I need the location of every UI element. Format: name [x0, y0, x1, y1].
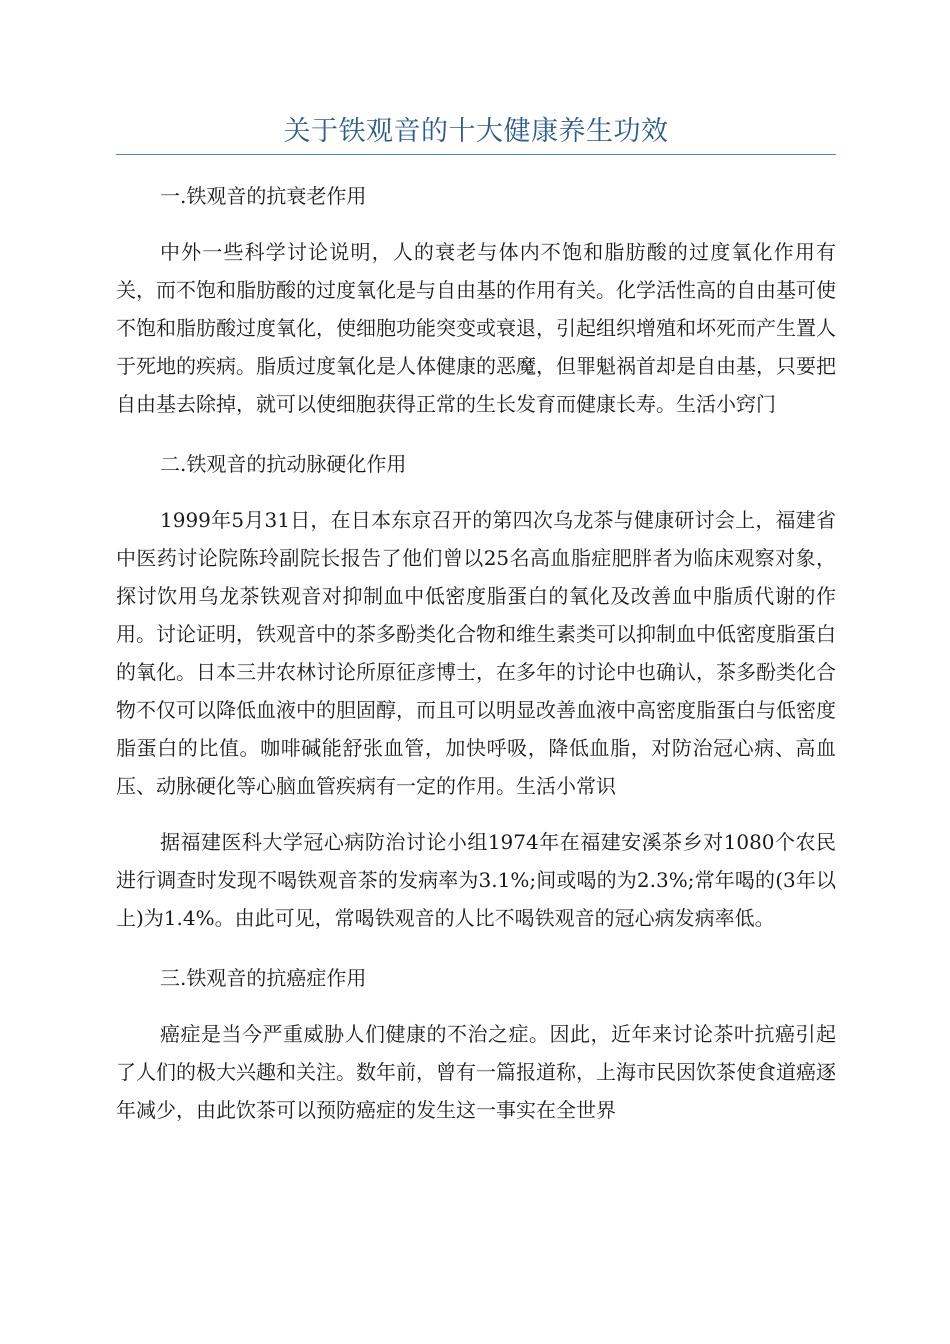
section-anti-aging: [116, 177, 836, 423]
document-title: 关于铁观音的十大健康养生功效: [116, 112, 836, 155]
section-heading: 二.铁观音的抗动脉硬化作用: [160, 452, 407, 476]
paragraph: 癌症是当今严重威胁人们健康的不治之症。因此，近年来讨论茶叶抗癌引起了人们的极大兴趣和关注。数年前，曾有一篇报道称，上海市民因饮茶使食道癌逐年减少，由此饮茶可以预防癌症的发生这一事实在全世界: [116, 1022, 836, 1122]
section-heading: 一.铁观音的抗衰老作用: [160, 184, 367, 208]
paragraph: 中外一些科学讨论说明，人的衰老与体内不饱和脂肪酸的过度氧化作用有关，而不饱和脂肪酸的过度氧化是与自由基的作用有关。化学活性高的自由基可使不饱和脂肪酸过度氧化，使细胞功能突变或衰退，引起组织增殖和坏死而产生置人于死地的疾病。脂质过度氧化是人体健康的恶魔，但罪魁祸首却是自由基，只要把自由基去除掉，就可以使细胞获得正常的生长发育而健康长寿。生活小窍门: [116, 240, 836, 416]
document-page: [116, 112, 836, 1129]
section-heading: 三.铁观音的抗癌症作用: [160, 966, 367, 990]
section-anti-arteriosclerosis: [116, 445, 836, 937]
section-anti-cancer: [116, 959, 836, 1129]
paragraph: 据福建医科大学冠心病防治讨论小组1974年在福建安溪茶乡对1080个农民进行调查时发现不喝铁观音茶的发病率为3.1%;间或喝的为2.3%;常年喝的(3年以上)为1.4%。由此可见，常喝铁观音的人比不喝铁观音的冠心病发病率低。: [116, 830, 836, 930]
paragraph: 1999年5月31日，在日本东京召开的第四次乌龙茶与健康研讨会上，福建省中医药讨论院陈玲副院长报告了他们曾以25名高血脂症肥胖者为临床观察对象，探讨饮用乌龙茶铁观音对抑制血中低密度脂蛋白的氧化及改善血中脂质代谢的作用。讨论证明，铁观音中的茶多酚类化合物和维生素类可以抑制血中低密度脂蛋白的氧化。日本三井农林讨论所原征彦博士，在多年的讨论中也确认，茶多酚类化合物不仅可以降低血液中的胆固醇，而且可以明显改善血液中高密度脂蛋白与低密度脂蛋白的比值。咖啡碱能舒张血管，加快呼吸，降低血脂，对防治冠心病、高血压、动脉硬化等心脑血管疾病有一定的作用。生活小常识: [116, 508, 836, 798]
